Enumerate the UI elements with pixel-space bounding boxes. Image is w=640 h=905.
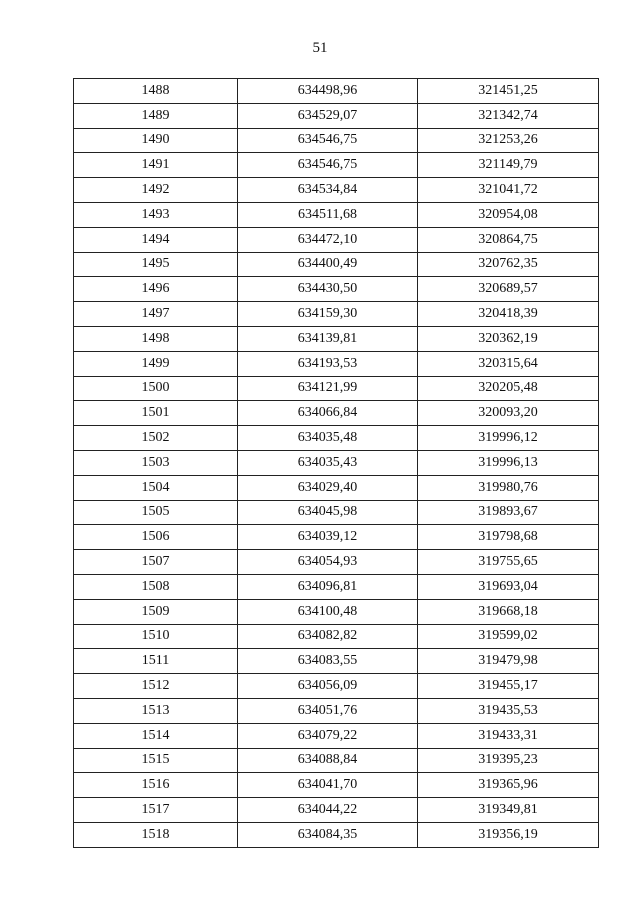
point-number-cell: 1506 xyxy=(74,525,238,550)
point-number-cell: 1494 xyxy=(74,227,238,252)
point-number-cell: 1513 xyxy=(74,698,238,723)
point-number-cell: 1516 xyxy=(74,773,238,798)
y-coordinate-cell: 319996,13 xyxy=(418,450,599,475)
y-coordinate-cell: 319755,65 xyxy=(418,550,599,575)
table-row xyxy=(74,525,599,550)
y-coordinate-cell: 319356,19 xyxy=(418,822,599,847)
y-coordinate-cell: 319479,98 xyxy=(418,649,599,674)
table-row xyxy=(74,401,599,426)
y-coordinate-cell: 319996,12 xyxy=(418,426,599,451)
table-row xyxy=(74,426,599,451)
y-coordinate-cell: 319980,76 xyxy=(418,475,599,500)
point-number-cell: 1497 xyxy=(74,302,238,327)
table-row xyxy=(74,798,599,823)
x-coordinate-cell: 634498,96 xyxy=(238,79,418,104)
point-number-cell: 1492 xyxy=(74,178,238,203)
table-row xyxy=(74,252,599,277)
point-number-cell: 1504 xyxy=(74,475,238,500)
table-row xyxy=(74,153,599,178)
table-row xyxy=(74,723,599,748)
table-row xyxy=(74,376,599,401)
y-coordinate-cell: 320093,20 xyxy=(418,401,599,426)
x-coordinate-cell: 634045,98 xyxy=(238,500,418,525)
y-coordinate-cell: 319668,18 xyxy=(418,599,599,624)
x-coordinate-cell: 634511,68 xyxy=(238,202,418,227)
y-coordinate-cell: 319599,02 xyxy=(418,624,599,649)
point-number-cell: 1498 xyxy=(74,326,238,351)
point-number-cell: 1517 xyxy=(74,798,238,823)
x-coordinate-cell: 634096,81 xyxy=(238,574,418,599)
y-coordinate-cell: 319893,67 xyxy=(418,500,599,525)
y-coordinate-cell: 320205,48 xyxy=(418,376,599,401)
x-coordinate-cell: 634529,07 xyxy=(238,103,418,128)
table-row xyxy=(74,302,599,327)
point-number-cell: 1489 xyxy=(74,103,238,128)
table-row xyxy=(74,599,599,624)
table-row xyxy=(74,351,599,376)
x-coordinate-cell: 634139,81 xyxy=(238,326,418,351)
x-coordinate-cell: 634082,82 xyxy=(238,624,418,649)
y-coordinate-cell: 321451,25 xyxy=(418,79,599,104)
coordinates-table xyxy=(73,78,599,848)
x-coordinate-cell: 634400,49 xyxy=(238,252,418,277)
coordinates-table-body xyxy=(74,79,599,848)
table-row xyxy=(74,674,599,699)
x-coordinate-cell: 634029,40 xyxy=(238,475,418,500)
x-coordinate-cell: 634084,35 xyxy=(238,822,418,847)
table-row xyxy=(74,748,599,773)
point-number-cell: 1490 xyxy=(74,128,238,153)
x-coordinate-cell: 634054,93 xyxy=(238,550,418,575)
point-number-cell: 1503 xyxy=(74,450,238,475)
y-coordinate-cell: 319395,23 xyxy=(418,748,599,773)
y-coordinate-cell: 321253,26 xyxy=(418,128,599,153)
y-coordinate-cell: 320418,39 xyxy=(418,302,599,327)
x-coordinate-cell: 634534,84 xyxy=(238,178,418,203)
point-number-cell: 1500 xyxy=(74,376,238,401)
x-coordinate-cell: 634159,30 xyxy=(238,302,418,327)
point-number-cell: 1502 xyxy=(74,426,238,451)
point-number-cell: 1488 xyxy=(74,79,238,104)
x-coordinate-cell: 634051,76 xyxy=(238,698,418,723)
x-coordinate-cell: 634039,12 xyxy=(238,525,418,550)
point-number-cell: 1507 xyxy=(74,550,238,575)
x-coordinate-cell: 634066,84 xyxy=(238,401,418,426)
y-coordinate-cell: 319433,31 xyxy=(418,723,599,748)
x-coordinate-cell: 634056,09 xyxy=(238,674,418,699)
table-row xyxy=(74,326,599,351)
y-coordinate-cell: 319798,68 xyxy=(418,525,599,550)
y-coordinate-cell: 319693,04 xyxy=(418,574,599,599)
point-number-cell: 1518 xyxy=(74,822,238,847)
point-number-cell: 1515 xyxy=(74,748,238,773)
point-number-cell: 1510 xyxy=(74,624,238,649)
table-row xyxy=(74,277,599,302)
y-coordinate-cell: 320362,19 xyxy=(418,326,599,351)
y-coordinate-cell: 320954,08 xyxy=(418,202,599,227)
y-coordinate-cell: 321342,74 xyxy=(418,103,599,128)
point-number-cell: 1505 xyxy=(74,500,238,525)
table-row xyxy=(74,128,599,153)
x-coordinate-cell: 634430,50 xyxy=(238,277,418,302)
x-coordinate-cell: 634035,48 xyxy=(238,426,418,451)
table-row xyxy=(74,574,599,599)
table-row xyxy=(74,624,599,649)
x-coordinate-cell: 634193,53 xyxy=(238,351,418,376)
x-coordinate-cell: 634041,70 xyxy=(238,773,418,798)
point-number-cell: 1514 xyxy=(74,723,238,748)
table-row xyxy=(74,202,599,227)
x-coordinate-cell: 634035,43 xyxy=(238,450,418,475)
y-coordinate-cell: 319349,81 xyxy=(418,798,599,823)
point-number-cell: 1508 xyxy=(74,574,238,599)
point-number-cell: 1491 xyxy=(74,153,238,178)
x-coordinate-cell: 634472,10 xyxy=(238,227,418,252)
y-coordinate-cell: 319435,53 xyxy=(418,698,599,723)
table-row xyxy=(74,698,599,723)
y-coordinate-cell: 320864,75 xyxy=(418,227,599,252)
point-number-cell: 1496 xyxy=(74,277,238,302)
table-row xyxy=(74,550,599,575)
point-number-cell: 1511 xyxy=(74,649,238,674)
x-coordinate-cell: 634079,22 xyxy=(238,723,418,748)
x-coordinate-cell: 634083,55 xyxy=(238,649,418,674)
table-row xyxy=(74,500,599,525)
y-coordinate-cell: 320762,35 xyxy=(418,252,599,277)
y-coordinate-cell: 321041,72 xyxy=(418,178,599,203)
y-coordinate-cell: 319455,17 xyxy=(418,674,599,699)
point-number-cell: 1509 xyxy=(74,599,238,624)
page-number: 51 xyxy=(312,40,328,56)
table-row xyxy=(74,475,599,500)
x-coordinate-cell: 634044,22 xyxy=(238,798,418,823)
x-coordinate-cell: 634121,99 xyxy=(238,376,418,401)
y-coordinate-cell: 319365,96 xyxy=(418,773,599,798)
table-row xyxy=(74,649,599,674)
table-row xyxy=(74,773,599,798)
table-row xyxy=(74,450,599,475)
point-number-cell: 1501 xyxy=(74,401,238,426)
point-number-cell: 1493 xyxy=(74,202,238,227)
x-coordinate-cell: 634546,75 xyxy=(238,128,418,153)
point-number-cell: 1499 xyxy=(74,351,238,376)
y-coordinate-cell: 321149,79 xyxy=(418,153,599,178)
table-row xyxy=(74,79,599,104)
y-coordinate-cell: 320689,57 xyxy=(418,277,599,302)
point-number-cell: 1512 xyxy=(74,674,238,699)
table-row xyxy=(74,178,599,203)
table-row xyxy=(74,103,599,128)
x-coordinate-cell: 634546,75 xyxy=(238,153,418,178)
x-coordinate-cell: 634088,84 xyxy=(238,748,418,773)
y-coordinate-cell: 320315,64 xyxy=(418,351,599,376)
point-number-cell: 1495 xyxy=(74,252,238,277)
table-row xyxy=(74,822,599,847)
table-row xyxy=(74,227,599,252)
x-coordinate-cell: 634100,48 xyxy=(238,599,418,624)
